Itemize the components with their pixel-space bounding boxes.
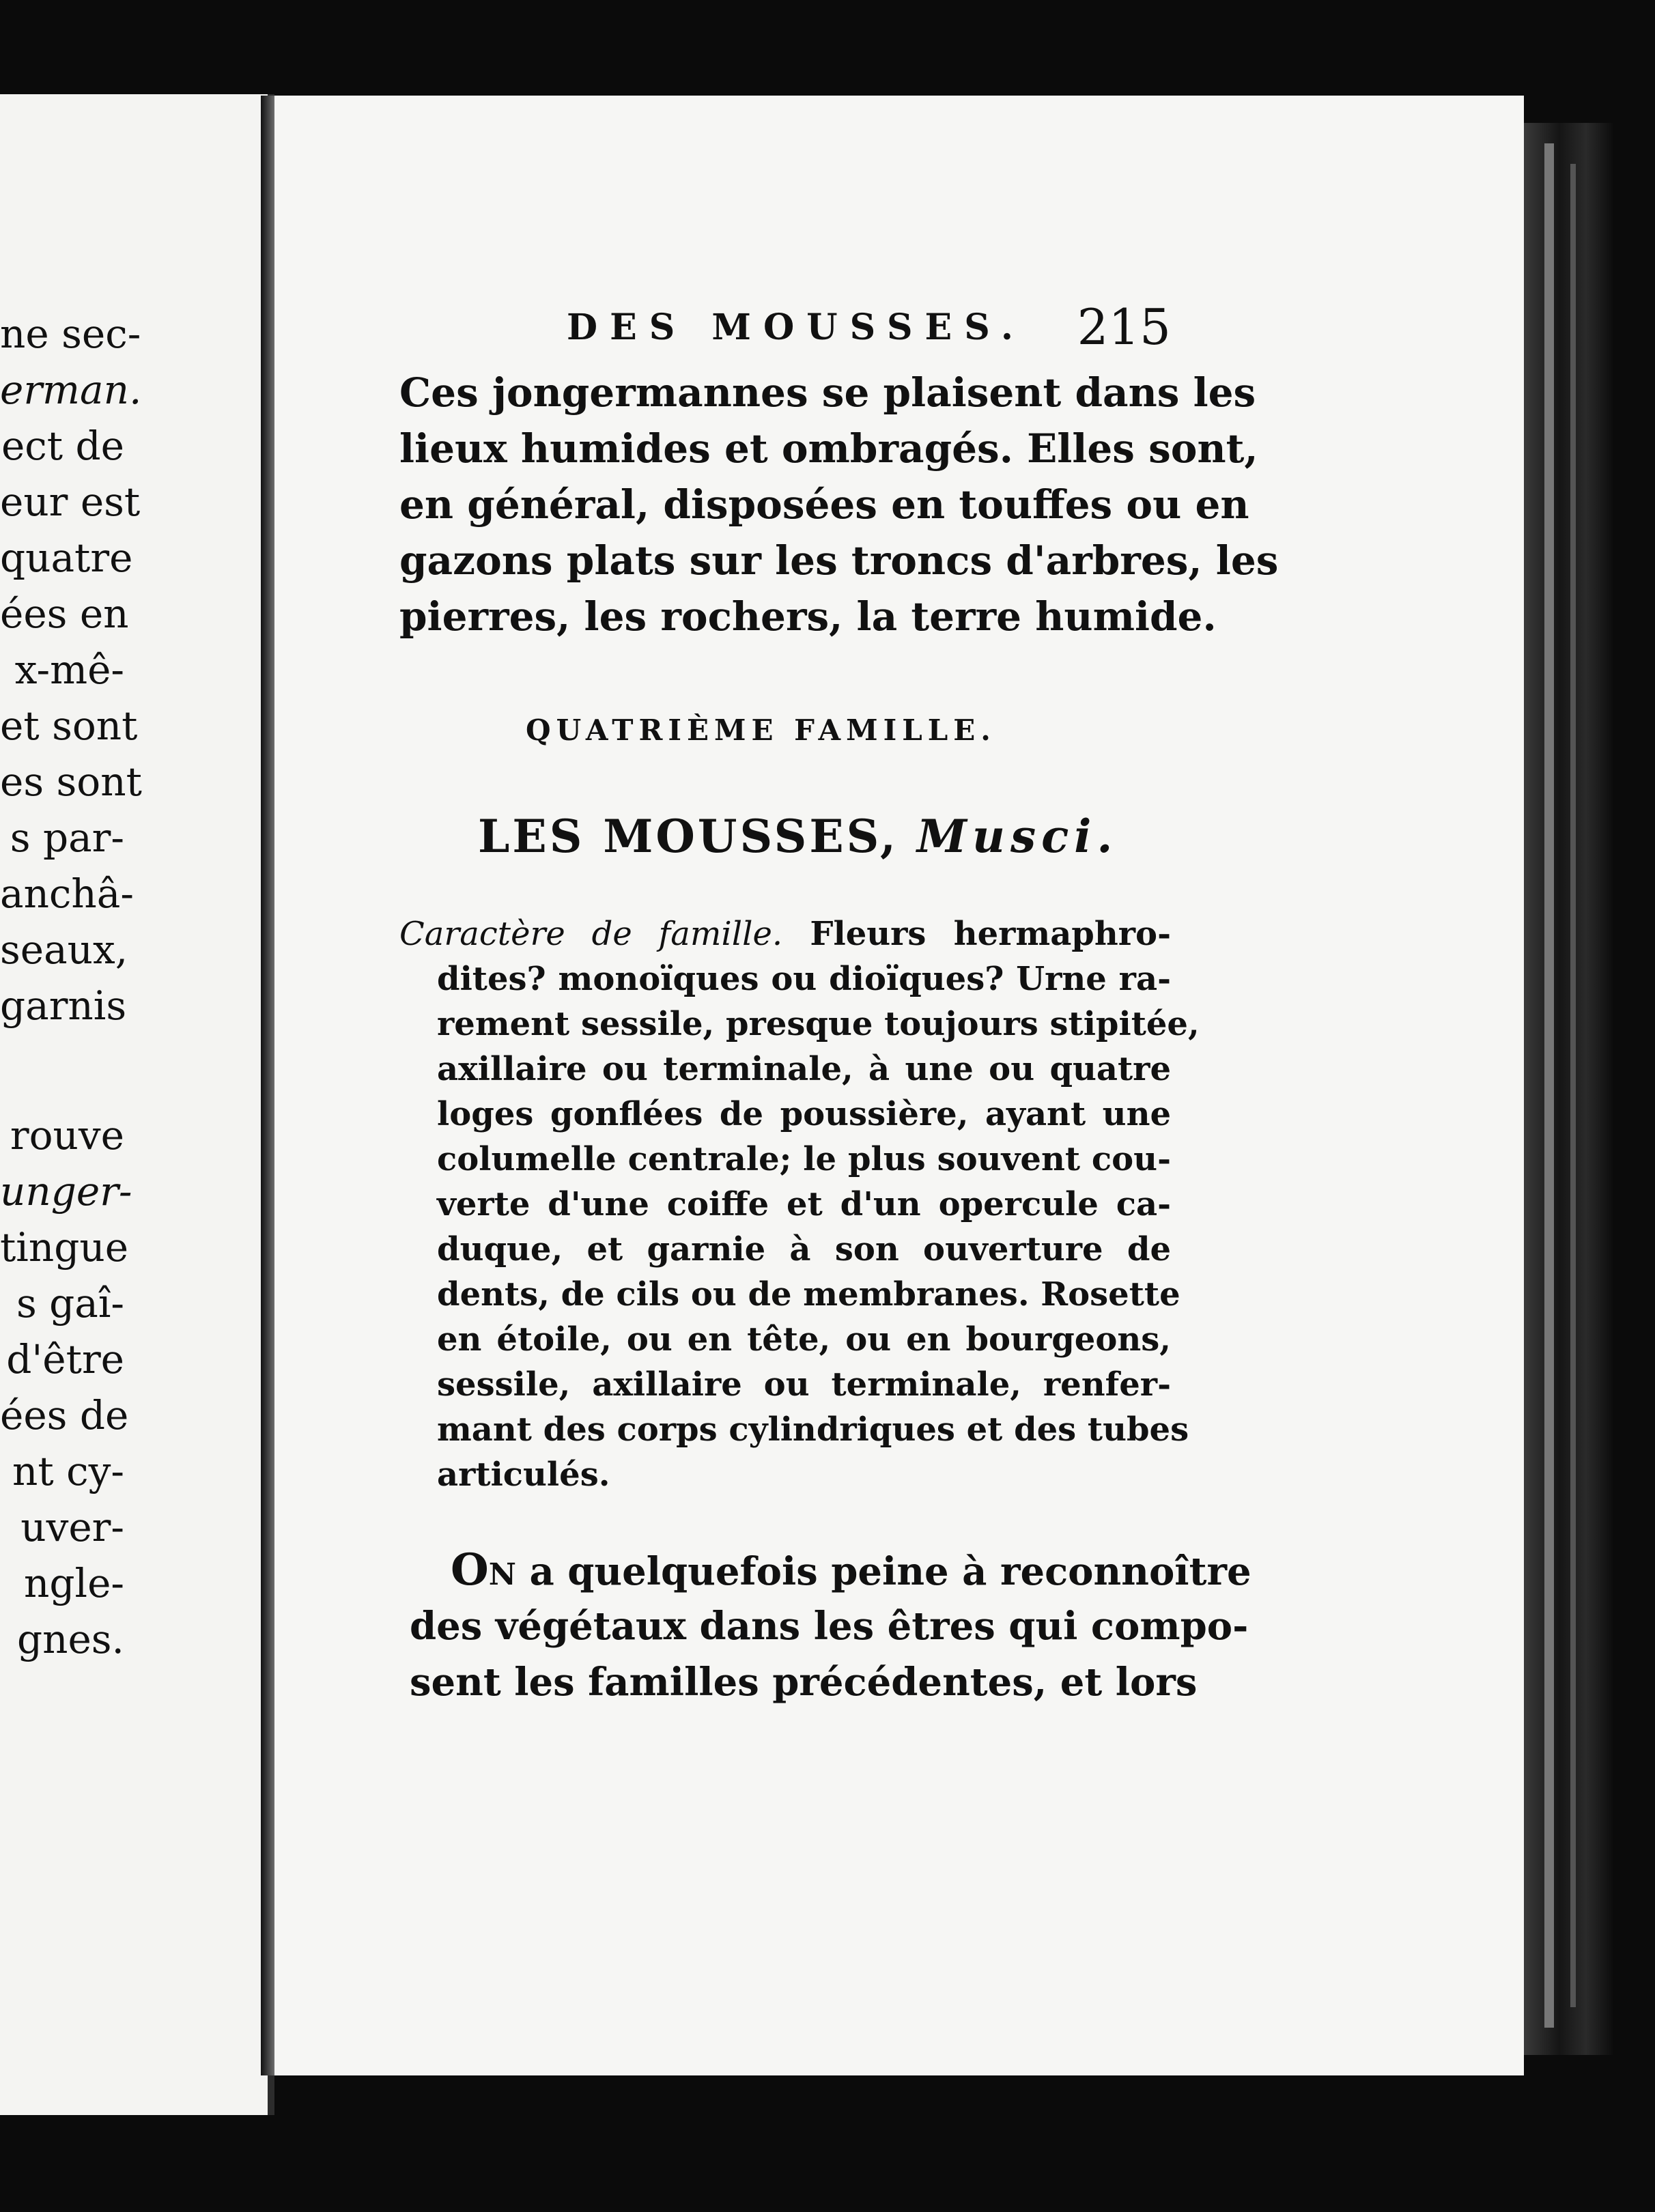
- text-line: loges gonflées de poussière, ayant une: [437, 1095, 1171, 1133]
- facing-page-line: tingue: [0, 1224, 129, 1271]
- text-line: rement sessile, presque toujours stipitée,: [437, 1005, 1200, 1043]
- facing-page-line: d'être: [6, 1336, 124, 1382]
- facing-page-line: eur est: [0, 479, 141, 525]
- text-line: articulés.: [437, 1456, 610, 1494]
- facing-page-line: nt cy-: [12, 1448, 124, 1494]
- page-number: 215: [1077, 298, 1171, 356]
- facing-page-line: unger-: [0, 1168, 132, 1215]
- facing-page-line: ngle-: [24, 1560, 124, 1606]
- page-edge: [1544, 143, 1554, 2028]
- text-line: en général, disposées en touffes ou en: [399, 481, 1249, 528]
- facing-page-line: seaux,: [0, 926, 128, 973]
- text-line: mant des corps cylindriques et des tubes: [437, 1410, 1189, 1449]
- facing-page-line: ne sec-: [0, 311, 141, 357]
- facing-page-line: anchâ-: [0, 870, 134, 917]
- character-lead: Caractère de famille.: [399, 915, 783, 953]
- facing-page-line: uver-: [20, 1504, 124, 1550]
- text-line: pierres, les rochers, la terre humide.: [399, 593, 1217, 640]
- closing-first-line: a quelquefois peine à reconnoître: [515, 1549, 1251, 1594]
- small-cap: N: [488, 1557, 516, 1592]
- facing-page-line: ées en: [0, 591, 129, 637]
- family-number-heading: QUATRIÈME FAMILLE.: [526, 713, 996, 747]
- facing-page: [0, 94, 274, 2115]
- text-line: duque, et garnie à son ouverture de: [437, 1230, 1171, 1268]
- family-title: [478, 806, 1118, 867]
- facing-page-line: ées de: [0, 1392, 129, 1438]
- text-line: verte d'une coiffe et d'un opercule ca-: [437, 1185, 1171, 1223]
- facing-page-line: ect de: [1, 423, 124, 469]
- text-line: [451, 1544, 1251, 1599]
- text-line: columelle centrale; le plus souvent cou-: [437, 1140, 1171, 1178]
- facing-page-line: et sont: [0, 703, 138, 749]
- text-line: dents, de cils ou de membranes. Rosette: [437, 1275, 1180, 1314]
- text-line: en étoile, ou en tête, ou en bourgeons,: [437, 1320, 1171, 1359]
- character-first-line: Fleurs hermaphro-: [810, 915, 1171, 953]
- facing-page-line: x-mê-: [14, 647, 124, 693]
- facing-page-line: s gaî-: [16, 1280, 124, 1327]
- facing-page-line: garnis: [0, 982, 127, 1029]
- facing-page-line: es sont: [0, 758, 142, 805]
- book-gutter: [261, 96, 276, 2075]
- page-header: [399, 300, 1171, 355]
- text-line: Ces jongermannes se plaisent dans les: [399, 369, 1256, 416]
- book-spine: [1524, 123, 1613, 2055]
- family-name: LES MOUSSES,: [478, 810, 899, 863]
- text-line: sessile, axillaire ou terminale, renfer-: [437, 1365, 1171, 1404]
- text-line: sent les familles précédentes, et lors: [410, 1660, 1198, 1705]
- text-line: [399, 911, 1171, 956]
- text-line: lieux humides et ombragés. Elles sont,: [399, 425, 1258, 472]
- running-head: DES MOUSSES.: [567, 307, 1025, 348]
- text-line: des végétaux dans les êtres qui compo-: [410, 1604, 1249, 1649]
- facing-page-line: s par-: [10, 814, 124, 861]
- page-edge: [1570, 164, 1576, 2007]
- facing-page-line: erman.: [0, 367, 142, 413]
- text-line: gazons plats sur les troncs d'arbres, les: [399, 537, 1279, 584]
- facing-page-line: quatre: [0, 535, 133, 581]
- text-line: dites? monoïques ou dioïques? Urne ra-: [437, 960, 1171, 998]
- facing-page-line: rouve: [10, 1112, 124, 1159]
- drop-cap: O: [451, 1544, 489, 1596]
- text-line: axillaire ou terminale, à une ou quatre: [437, 1050, 1171, 1088]
- family-latin-name: Musci.: [916, 810, 1118, 863]
- facing-page-line: gnes.: [16, 1616, 124, 1662]
